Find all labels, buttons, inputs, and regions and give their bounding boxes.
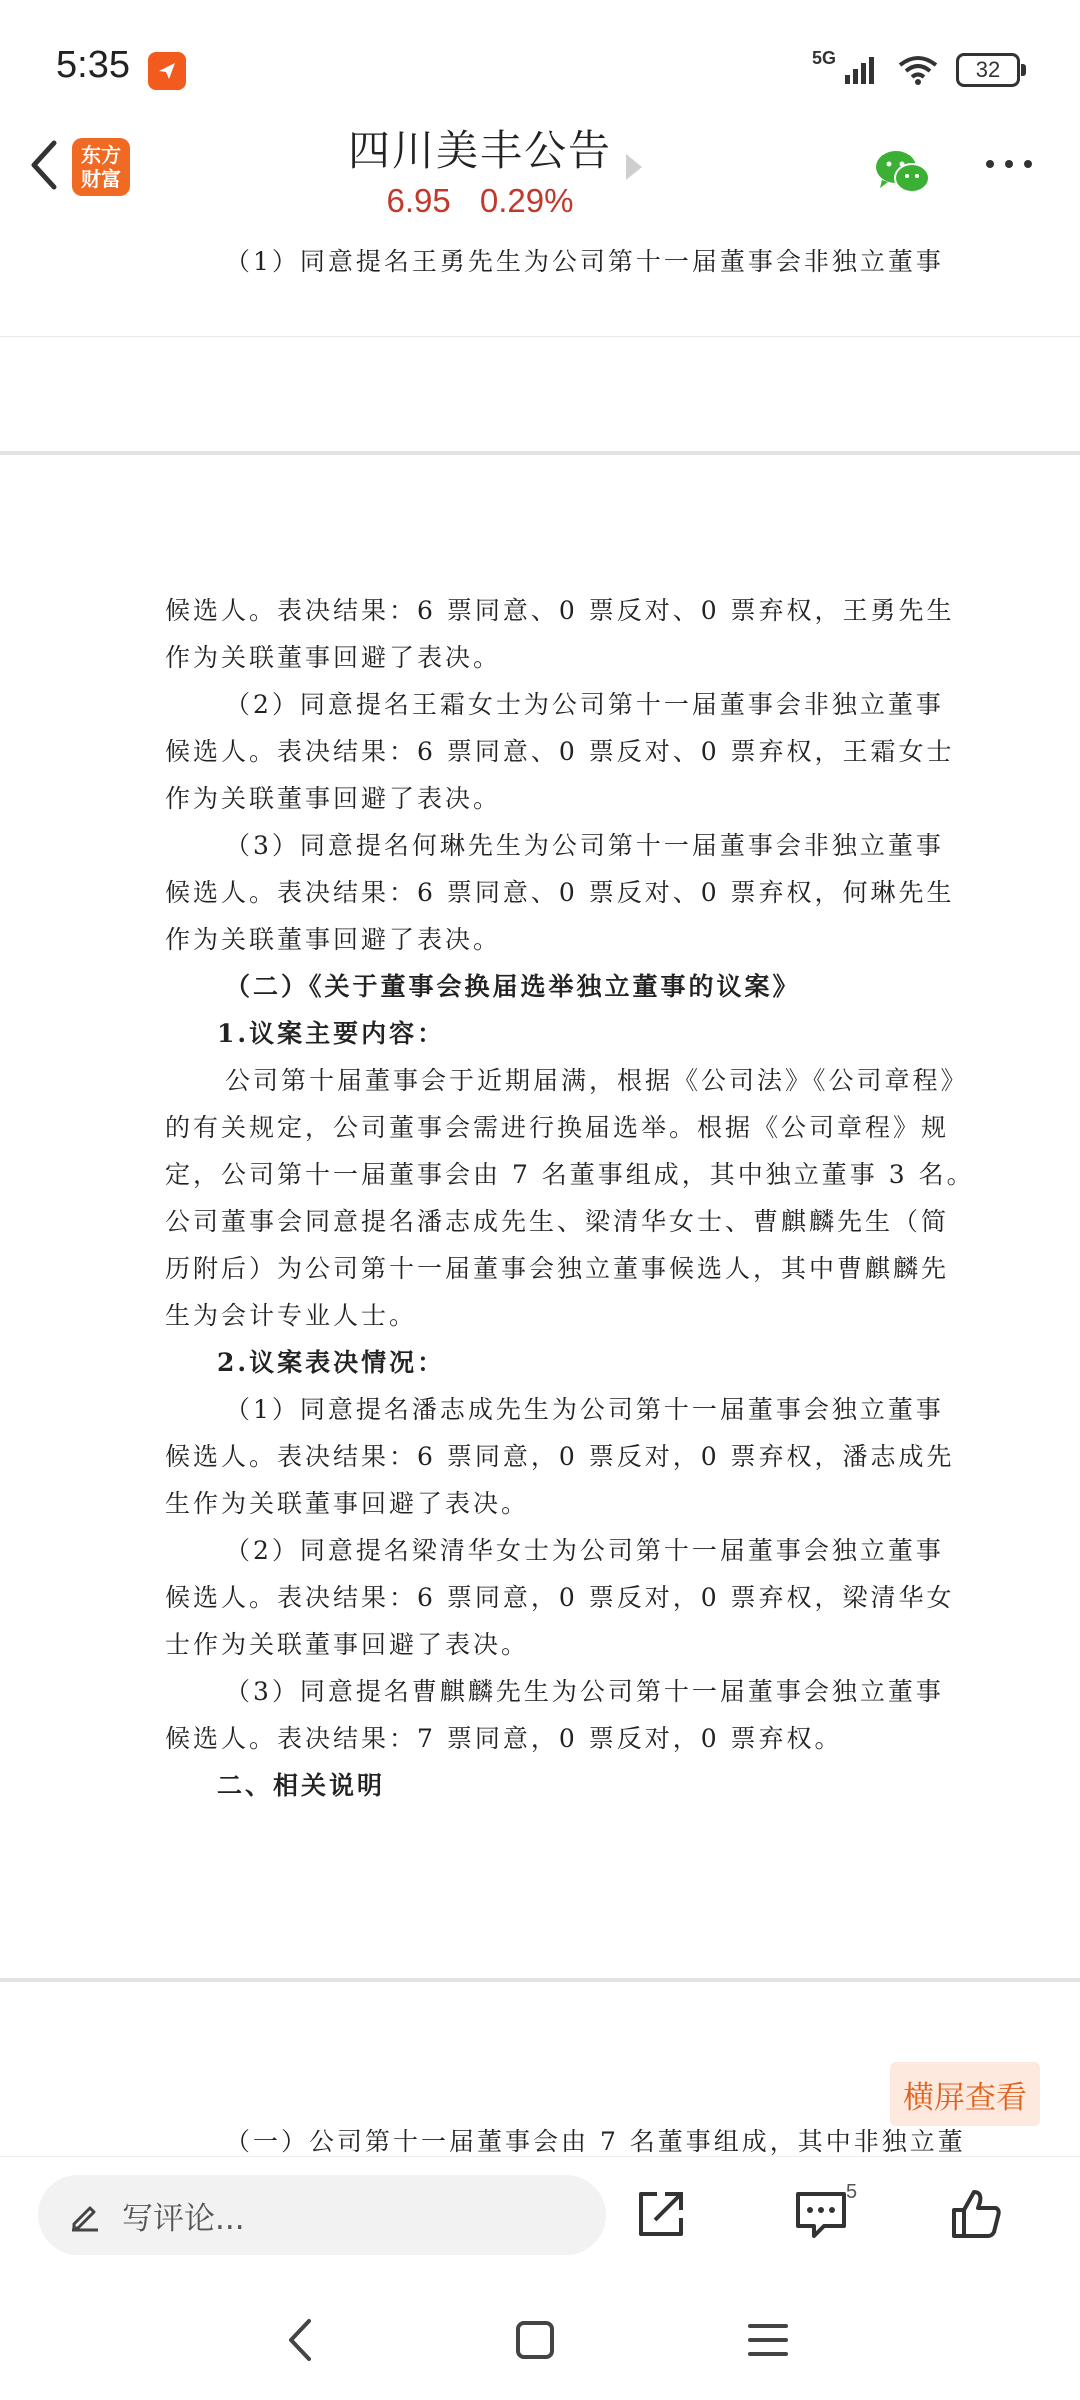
document-text-line: 二、相关说明	[217, 1771, 386, 1800]
stock-change: 0.29%	[479, 182, 574, 219]
document-text-line: 公司第十届董事会于近期届满，根据《公司法》《公司章程》	[225, 1066, 969, 1095]
like-button[interactable]	[946, 2183, 1008, 2245]
document-text-line: （2）同意提名梁清华女士为公司第十一届董事会独立董事	[225, 1536, 944, 1565]
document-text-line: （1）同意提名潘志成先生为公司第十一届董事会独立董事	[225, 1395, 944, 1424]
nav-menu-icon	[746, 2320, 790, 2360]
share-button[interactable]	[630, 2183, 692, 2245]
nav-back-button[interactable]	[270, 2310, 330, 2370]
document-text-line: 候选人。表决结果：6 票同意、0 票反对、0 票弃权，王勇先生	[165, 596, 955, 625]
comment-icon	[794, 2188, 848, 2240]
document-text-line: 2.议案表决情况：	[217, 1348, 446, 1377]
document-text-line: 候选人。表决结果：6 票同意，0 票反对，0 票弃权，梁清华女	[165, 1583, 955, 1612]
system-nav-bar	[0, 2274, 1080, 2400]
nav-menu-button[interactable]	[738, 2310, 798, 2370]
stock-price: 6.95	[386, 182, 451, 219]
wifi-icon	[898, 55, 938, 85]
document-text-line: 作为关联董事回避了表决。	[165, 925, 502, 954]
page-title: 四川美丰公告	[347, 126, 612, 175]
document-text-line: 作为关联董事回避了表决。	[165, 643, 502, 672]
share-icon	[635, 2188, 687, 2240]
battery-icon	[956, 53, 1020, 87]
nav-home-icon	[514, 2319, 556, 2361]
document-text-line: 1.议案主要内容：	[217, 1019, 446, 1048]
comment-placeholder: 写评论...	[122, 2200, 245, 2237]
notification-app-icon	[148, 52, 186, 90]
nav-home-button[interactable]	[505, 2310, 565, 2370]
status-indicators	[812, 48, 1020, 92]
wechat-share-icon[interactable]	[874, 148, 932, 196]
page-divider	[0, 451, 1080, 455]
document-text-line: （3）同意提名何琳先生为公司第十一届董事会非独立董事	[225, 831, 944, 860]
document-text-line: 士作为关联董事回避了表决。	[165, 1630, 530, 1659]
bottom-action-bar	[0, 2156, 1080, 2275]
document-text-line: 的有关规定，公司董事会需进行换届选举。根据《公司章程》规	[165, 1113, 950, 1142]
document-text-line: 生为会计专业人士。	[165, 1301, 418, 1330]
status-bar	[0, 0, 1080, 110]
network-type: 5G	[811, 47, 836, 68]
comments-button[interactable]	[790, 2183, 852, 2245]
header-divider	[0, 336, 1080, 337]
thumbs-up-icon	[950, 2188, 1004, 2240]
comment-count-badge: 5	[846, 2181, 858, 2203]
document-text-line: 候选人。表决结果：7 票同意，0 票反对，0 票弃权。	[165, 1724, 843, 1753]
nav-back-icon	[285, 2317, 315, 2363]
document-text-line: （1）同意提名王勇先生为公司第十一届董事会非独立董事	[225, 247, 944, 276]
document-text-line: 生作为关联董事回避了表决。	[165, 1489, 530, 1518]
document-text-line: （二）《关于董事会换届选举独立董事的议案》	[225, 972, 801, 1001]
pencil-icon	[68, 2198, 102, 2232]
document-text-line: 候选人。表决结果：6 票同意，0 票反对，0 票弃权，潘志成先	[165, 1442, 955, 1471]
signal-icon	[844, 55, 880, 85]
battery-level: 32	[975, 57, 1001, 82]
play-arrow-icon[interactable]	[626, 154, 642, 180]
document-text-line: （一）公司第十一届董事会由 7 名董事组成，其中非独立董	[225, 2127, 966, 2156]
back-button[interactable]	[14, 130, 74, 200]
page-divider	[0, 1978, 1080, 1982]
document-text-line: 公司董事会同意提名潘志成先生、梁清华女士、曹麒麟先生（简	[165, 1207, 950, 1236]
eastmoney-logo[interactable]: 东方 财富	[72, 138, 130, 196]
more-options-icon[interactable]	[986, 160, 1032, 168]
document-text-line: 历附后）为公司第十一届董事会独立董事候选人，其中曹麒麟先	[165, 1254, 950, 1283]
document-text-line: 作为关联董事回避了表决。	[165, 784, 502, 813]
document-text-line: （2）同意提名王霜女士为公司第十一届董事会非独立董事	[225, 690, 944, 719]
document-text-line: 候选人。表决结果：6 票同意、0 票反对、0 票弃权，何琳先生	[165, 878, 955, 907]
document-text-line: （3）同意提名曹麒麟先生为公司第十一届董事会独立董事	[225, 1677, 944, 1706]
landscape-view-button[interactable]: 横屏查看	[890, 2062, 1040, 2126]
document-text-line: 候选人。表决结果：6 票同意、0 票反对、0 票弃权，王霜女士	[165, 737, 955, 766]
stock-quote	[300, 182, 660, 220]
chevron-left-icon	[28, 139, 60, 191]
document-text-line: 定，公司第十一届董事会由 7 名董事组成，其中独立董事 3 名。	[165, 1160, 975, 1189]
status-time: 5:35	[56, 44, 130, 86]
comment-input[interactable]	[38, 2175, 606, 2255]
stock-title-block[interactable]	[300, 118, 660, 220]
app-header	[0, 110, 1080, 228]
